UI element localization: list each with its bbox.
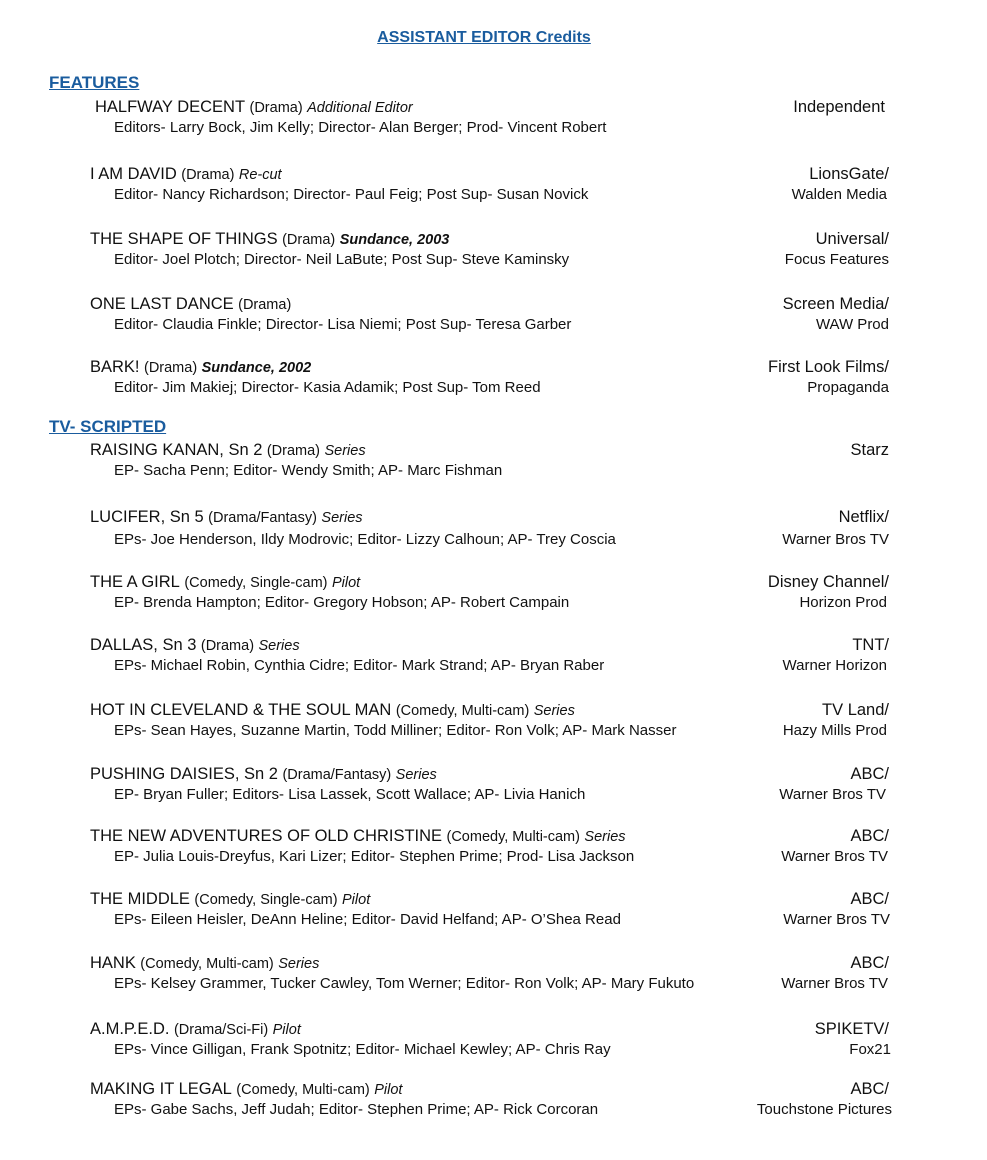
credit-crew: EP- Sacha Penn; Editor- Wendy Smith; AP- Marc Fishman — [114, 462, 503, 479]
credit-distributor-2: WAW Prod — [815, 316, 889, 333]
credit-distributor: LionsGate/ — [809, 165, 889, 183]
credit-note: Sundance, 2003 — [339, 232, 450, 248]
credit-title: DALLAS, Sn 3 — [90, 636, 197, 654]
credit-entry — [0, 357, 987, 401]
credit-note: Series — [278, 956, 320, 972]
credit-distributor-2: Warner Horizon — [782, 657, 887, 674]
credit-entry — [0, 440, 987, 484]
credit-note: Pilot — [272, 1022, 301, 1038]
credit-genre: (Drama/Sci-Fi) — [173, 1022, 269, 1038]
credit-crew: EPs- Sean Hayes, Suzanne Martin, Todd Milliner; Editor- Ron Volk; AP- Mark Nasser — [114, 722, 677, 739]
credit-entry — [0, 97, 987, 141]
credit-distributor: ABC/ — [850, 890, 889, 908]
credit-title-line — [90, 440, 366, 461]
credit-title-line — [90, 572, 360, 593]
credit-title: A.M.P.E.D. — [90, 1020, 170, 1038]
credit-genre: (Comedy, Single-cam) — [184, 575, 328, 591]
credit-note: Series — [324, 443, 366, 459]
credit-note: Pilot — [342, 892, 371, 908]
credit-genre: (Drama) — [282, 232, 336, 248]
credit-crew: Editor- Joel Plotch; Director- Neil LaBute; Post Sup- Steve Kaminsky — [114, 251, 570, 268]
credit-distributor-2: Walden Media — [791, 186, 887, 203]
credit-title-line — [90, 229, 449, 250]
credit-distributor-2: Warner Bros TV — [783, 911, 890, 928]
credit-title: HALFWAY DECENT — [95, 98, 246, 116]
credit-title: LUCIFER, Sn 5 — [90, 508, 204, 526]
credit-entry — [0, 229, 987, 273]
credit-crew: Editors- Larry Bock, Jim Kelly; Director- Alan Berger; Prod- Vincent Robert — [114, 119, 607, 136]
credit-distributor-2: Horizon Prod — [799, 594, 887, 611]
credit-title: PUSHING DAISIES, Sn 2 — [90, 765, 278, 783]
credit-distributor: ABC/ — [850, 954, 889, 972]
credit-note: Re-cut — [238, 167, 282, 183]
credit-note: Series — [258, 638, 300, 654]
credit-entry — [0, 889, 987, 933]
credit-title: RAISING KANAN, Sn 2 — [90, 441, 263, 459]
credit-distributor: Disney Channel/ — [767, 573, 889, 591]
credit-entry — [0, 700, 987, 744]
credit-crew: EP- Julia Louis-Dreyfus, Kari Lizer; Editor- Stephen Prime; Prod- Lisa Jackson — [114, 848, 635, 865]
credit-genre: (Comedy, Multi-cam) — [236, 1082, 370, 1098]
credit-title-line — [90, 953, 319, 974]
credit-distributor: ABC/ — [850, 827, 889, 845]
credit-crew: EP- Bryan Fuller; Editors- Lisa Lassek, Scott Wallace; AP- Livia Hanich — [114, 786, 586, 803]
credit-crew: EPs- Joe Henderson, Ildy Modrovic; Editor- Lizzy Calhoun; AP- Trey Coscia — [114, 531, 616, 548]
credit-entry — [0, 1079, 987, 1123]
credit-crew: EPs- Vince Gilligan, Frank Spotnitz; Editor- Michael Kewley; AP- Chris Ray — [114, 1041, 611, 1058]
credit-entry — [0, 164, 987, 208]
credit-note: Series — [395, 767, 437, 783]
credit-distributor-2: Hazy Mills Prod — [782, 722, 887, 739]
credit-genre: (Drama/Fantasy) — [208, 510, 317, 526]
credit-note: Series — [584, 829, 626, 845]
credit-entry — [0, 294, 987, 338]
credit-genre: (Drama) — [143, 360, 198, 376]
credit-title: HANK — [90, 954, 136, 972]
credit-genre: (Comedy, Multi-cam) — [446, 829, 580, 845]
credit-crew: EPs- Michael Robin, Cynthia Cidre; Editor- Mark Strand; AP- Bryan Raber — [114, 657, 605, 674]
credit-distributor: ABC/ — [850, 765, 889, 783]
credit-entry — [0, 764, 987, 808]
credit-title-line — [90, 764, 437, 785]
credit-genre: (Drama) — [181, 167, 235, 183]
credit-entry — [0, 953, 987, 997]
credit-distributor: Independent — [793, 98, 885, 116]
credit-title: THE SHAPE OF THINGS — [90, 230, 278, 248]
credit-crew: Editor- Claudia Finkle; Director- Lisa Niemi; Post Sup- Teresa Garber — [114, 316, 572, 333]
credit-distributor-2: Warner Bros TV — [779, 786, 886, 803]
credit-entry — [0, 572, 987, 616]
credit-note: Pilot — [374, 1082, 403, 1098]
credit-crew: EPs- Gabe Sachs, Jeff Judah; Editor- Stephen Prime; AP- Rick Corcoran — [114, 1101, 599, 1118]
credit-distributor: Universal/ — [815, 230, 889, 248]
credit-title: THE NEW ADVENTURES OF OLD CHRISTINE — [90, 827, 443, 845]
credit-distributor: Starz — [850, 441, 889, 459]
credit-title-line — [90, 357, 311, 378]
credit-crew: Editor- Jim Makiej; Director- Kasia Adamik; Post Sup- Tom Reed — [114, 379, 541, 396]
credit-title: THE A GIRL — [90, 573, 180, 591]
credit-title: HOT IN CLEVELAND & THE SOUL MAN — [90, 701, 392, 719]
credit-genre: (Comedy, Single-cam) — [194, 892, 338, 908]
credit-title-line — [90, 164, 282, 185]
credit-entry — [0, 635, 987, 679]
credit-distributor: First Look Films/ — [767, 358, 889, 376]
credit-distributor: TNT/ — [852, 636, 889, 654]
credit-distributor-2: Fox21 — [849, 1041, 891, 1058]
credit-title-line — [90, 700, 575, 721]
credit-distributor: Netflix/ — [838, 508, 889, 526]
credit-note: Series — [321, 510, 363, 526]
credit-title: THE MIDDLE — [90, 890, 190, 908]
credit-distributor-2: Focus Features — [784, 251, 889, 268]
credit-entry — [0, 1019, 987, 1063]
credit-genre: (Drama) — [266, 443, 321, 459]
credit-crew: EPs- Eileen Heisler, DeAnn Heline; Editor- David Helfand; AP- O’Shea Read — [114, 911, 621, 928]
credit-title: MAKING IT LEGAL — [90, 1080, 232, 1098]
credit-distributor-2: Touchstone Pictures — [756, 1101, 892, 1118]
credit-distributor-2: Propaganda — [807, 379, 889, 396]
credit-genre: (Drama) — [249, 100, 303, 116]
credit-title-line — [90, 889, 370, 910]
credit-title-line — [90, 1019, 301, 1040]
credit-genre: (Comedy, Multi-cam) — [140, 956, 274, 972]
credit-title-line — [95, 97, 413, 118]
credit-title: BARK! — [90, 358, 140, 376]
credit-distributor-2: Warner Bros TV — [781, 848, 888, 865]
credit-title-line — [90, 507, 363, 528]
credit-genre: (Drama) — [200, 638, 255, 654]
credit-note: Pilot — [331, 575, 361, 591]
credit-genre: (Drama/Fantasy) — [282, 767, 392, 783]
credit-distributor-2: Warner Bros TV — [781, 975, 888, 992]
credit-genre: (Drama) — [238, 297, 292, 313]
credit-crew: EPs- Kelsey Grammer, Tucker Cawley, Tom Werner; Editor- Ron Volk; AP- Mary Fukuto — [114, 975, 695, 992]
credit-genre: (Comedy, Multi-cam) — [395, 703, 530, 719]
credit-crew: EP- Brenda Hampton; Editor- Gregory Hobson; AP- Robert Campain — [114, 594, 570, 611]
section-heading-features: FEATURES — [49, 73, 140, 92]
credit-note: Additional Editor — [307, 100, 413, 116]
credit-title-line — [90, 1079, 402, 1100]
credit-distributor: Screen Media/ — [782, 295, 889, 313]
credit-title-line — [90, 294, 291, 315]
credit-title-line — [90, 826, 626, 847]
credit-title: ONE LAST DANCE — [90, 295, 234, 313]
credit-crew: Editor- Nancy Richardson; Director- Paul Feig; Post Sup- Susan Novick — [114, 186, 589, 203]
credit-distributor-2: Warner Bros TV — [782, 531, 889, 548]
credit-title-line — [90, 635, 300, 656]
section-heading-tv-scripted: TV- SCRIPTED — [49, 417, 167, 436]
page-title: ASSISTANT EDITOR Credits — [377, 29, 591, 46]
credit-title: I AM DAVID — [90, 165, 177, 183]
credit-entry — [0, 826, 987, 870]
credit-distributor: TV Land/ — [822, 701, 889, 719]
credit-note: Series — [533, 703, 575, 719]
credit-note: Sundance, 2002 — [201, 360, 312, 376]
credit-entry — [0, 507, 987, 551]
credit-distributor: ABC/ — [850, 1080, 889, 1098]
credit-distributor: SPIKETV/ — [814, 1020, 889, 1038]
